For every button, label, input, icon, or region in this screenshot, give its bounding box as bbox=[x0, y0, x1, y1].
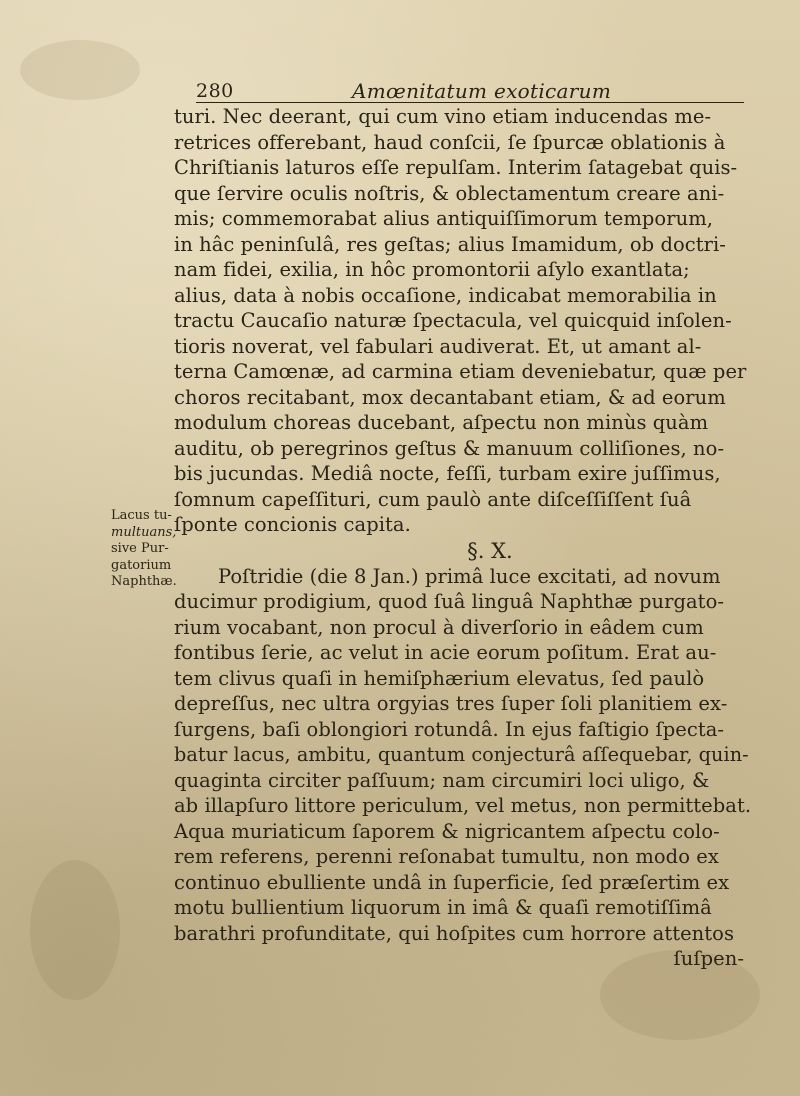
section-heading: §. X. bbox=[467, 538, 513, 563]
marginal-note-line: sive Pur- bbox=[111, 541, 169, 556]
catchword: ſuſpen- bbox=[673, 947, 744, 970]
marginal-note bbox=[111, 508, 177, 591]
text-line: in hâc peninſulâ, res geſtas; alius Imamidum, ob doctri- bbox=[174, 232, 726, 256]
running-title: Amœnitatum exoticarum bbox=[352, 79, 612, 103]
text-line: Chriſtianis laturos eſſe repulſam. Interim ſatagebat quis- bbox=[174, 156, 738, 179]
running-head bbox=[196, 80, 744, 103]
text-line: batur lacus, ambitu, quantum conjecturâ aſſequebar, quin- bbox=[174, 743, 749, 766]
paper-stain bbox=[20, 40, 140, 100]
main-text bbox=[174, 104, 754, 972]
text-line: mis; commemorabat alius antiquiſſimorum temporum, bbox=[174, 207, 713, 230]
text-line: tem clivus quaſi in hemiſphærium elevatus, ſed paulò bbox=[174, 666, 705, 690]
text-line: Poſtridie (die 8 Jan.) primâ luce excitati, ad novum bbox=[218, 564, 721, 588]
marginal-note-line: Naphthæ. bbox=[111, 574, 177, 589]
text-line: modulum choreas ducebant, aſpectu non minùs quàm bbox=[174, 411, 709, 434]
text-line: fontibus ſerie, ac velut in acie eorum poſitum. Erat au- bbox=[174, 641, 717, 664]
text-line: retrices offerebant, haud conſcii, ſe ſpurcæ oblationis à bbox=[174, 130, 726, 154]
marginal-note-line: multuans, bbox=[111, 524, 177, 540]
text-line: terna Camœnæ, ad carmina etiam deveniebatur, quæ per bbox=[174, 360, 747, 383]
text-line: que ſervire oculis noſtris, & oblectamentum creare ani- bbox=[174, 181, 725, 205]
text-line: ſomnum capeſſituri, cum paulò ante diſceſſiſſent ſuâ bbox=[174, 487, 692, 511]
text-line: depreſſus, nec ultra orgyias tres ſuper ſoli planitiem ex- bbox=[174, 692, 728, 715]
text-line: quaginta circiter paſſuum; nam circumiri loci uligo, & bbox=[174, 768, 710, 792]
marginal-note-line: Lacus tu- bbox=[111, 508, 172, 523]
text-line: auditu, ob peregrinos geſtus & manuum colliſiones, no- bbox=[174, 436, 725, 460]
text-line: continuo ebulliente undâ in ſuperficie, ſed præſertim ex bbox=[174, 870, 730, 894]
text-line: rem referens, perenni reſonabat tumultu, non modo ex bbox=[174, 845, 719, 868]
text-line: alius, data à nobis occaſione, indicabat memorabilia in bbox=[174, 283, 717, 307]
text-line: tractu Caucaſio naturæ ſpectacula, vel quicquid inſolen- bbox=[174, 309, 732, 332]
text-line: ſponte concionis capita. bbox=[174, 513, 411, 536]
text-line: barathri profunditate, qui hoſpites cum horrore attentos bbox=[174, 921, 735, 945]
text-line: turi. Nec deerant, qui cum vino etiam inducendas me- bbox=[174, 105, 712, 128]
text-line: Aqua muriaticum ſaporem & nigricantem aſpectu colo- bbox=[174, 819, 720, 843]
text-line: ab illapſuro littore periculum, vel metus, non permittebat. bbox=[174, 794, 752, 817]
text-line: rium vocabant, non procul à diverſorio in eâdem cum bbox=[174, 615, 704, 639]
text-line: ducimur prodigium, quod ſuâ linguâ Naphthæ purgato- bbox=[174, 590, 724, 613]
text-line: nam fidei, exilia, in hôc promontorii aſylo exantlata; bbox=[174, 258, 690, 281]
text-line: bis jucundas. Mediâ nocte, feſſi, turbam exire juſſimus, bbox=[174, 462, 721, 485]
paper-stain bbox=[30, 860, 120, 1000]
text-line: motu bullientium liquorum in imâ & quaſi remotiſſimâ bbox=[174, 896, 712, 919]
text-line: ſurgens, baſi oblongiori rotundâ. In ejus faſtigio ſpecta- bbox=[174, 717, 725, 741]
page-number: 280 bbox=[196, 80, 234, 102]
text-line: tioris noverat, vel fabulari audiverat. Et, ut amant al- bbox=[174, 334, 702, 358]
text-line: choros recitabant, mox decantabant etiam, & ad eorum bbox=[174, 385, 726, 409]
marginal-note-line: gatorium bbox=[111, 557, 172, 573]
